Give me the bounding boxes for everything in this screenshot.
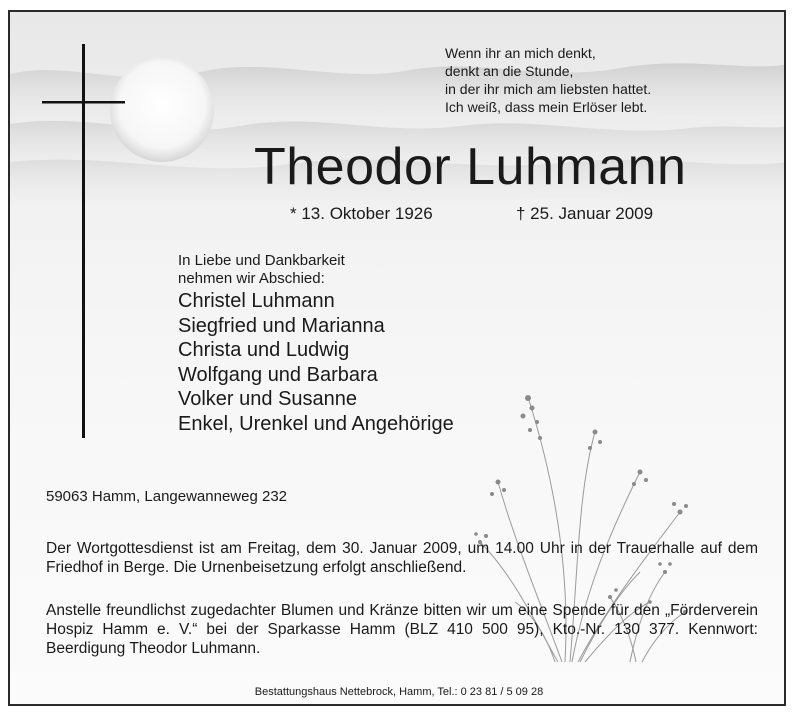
family-member: Siegfried und Marianna <box>178 314 385 337</box>
family-member: Christel Luhmann <box>178 290 335 312</box>
family-member: Wolfgang und Barbara <box>178 363 378 386</box>
service-info: Der Wortgottesdienst ist am Freitag, dem 30. Januar 2009, um 14.00 Uhr in der Trauerhalle auf dem Friedhof in Berge. Die Urnenbeisetzung erfolgt anschließend. <box>46 540 758 576</box>
poem-line: in der ihr mich am liebsten hattet. <box>445 81 652 97</box>
farewell-line: nehmen wir Abschied: <box>178 270 325 287</box>
grass-seeds <box>474 395 688 614</box>
deceased-name: Theodor Luhmann <box>254 138 687 196</box>
family-member: Christa und Ludwig <box>178 339 350 361</box>
family-list <box>178 289 454 436</box>
poem <box>445 44 651 116</box>
poem-line: denkt an die Stunde, <box>445 63 574 79</box>
farewell-line: In Liebe und Dankbarkeit <box>178 252 345 269</box>
family-member: Enkel, Urenkel und Angehörige <box>178 412 454 435</box>
cross-icon <box>42 44 125 438</box>
poem-line: Ich weiß, dass mein Erlöser lebt. <box>445 99 648 115</box>
donation-info: Anstelle freundlichst zugedachter Blumen und Kränze bitten wir um eine Spende für den „Förderverein Hospiz Hamm e. V.“ bei der Sparkasse Hamm (BLZ 410 500 95), Kto.-Nr. 130 377. Kennwort: Beerdigung Theodor Luhmann. <box>46 602 758 657</box>
address: 59063 Hamm, Langewanneweg 232 <box>46 488 288 505</box>
funeral-home-footer: Bestattungshaus Nettebrock, Hamm, Tel.: 0 23 81 / 5 09 28 <box>254 686 544 698</box>
notice-frame <box>8 10 786 706</box>
farewell-text <box>178 252 345 288</box>
poem-line: Wenn ihr an mich denkt, <box>445 45 596 61</box>
birth-date: * 13. Oktober 1926 <box>290 204 433 223</box>
death-date: † 25. Januar 2009 <box>516 204 654 223</box>
sun-illustration <box>110 58 214 162</box>
family-member: Volker und Susanne <box>178 388 358 410</box>
